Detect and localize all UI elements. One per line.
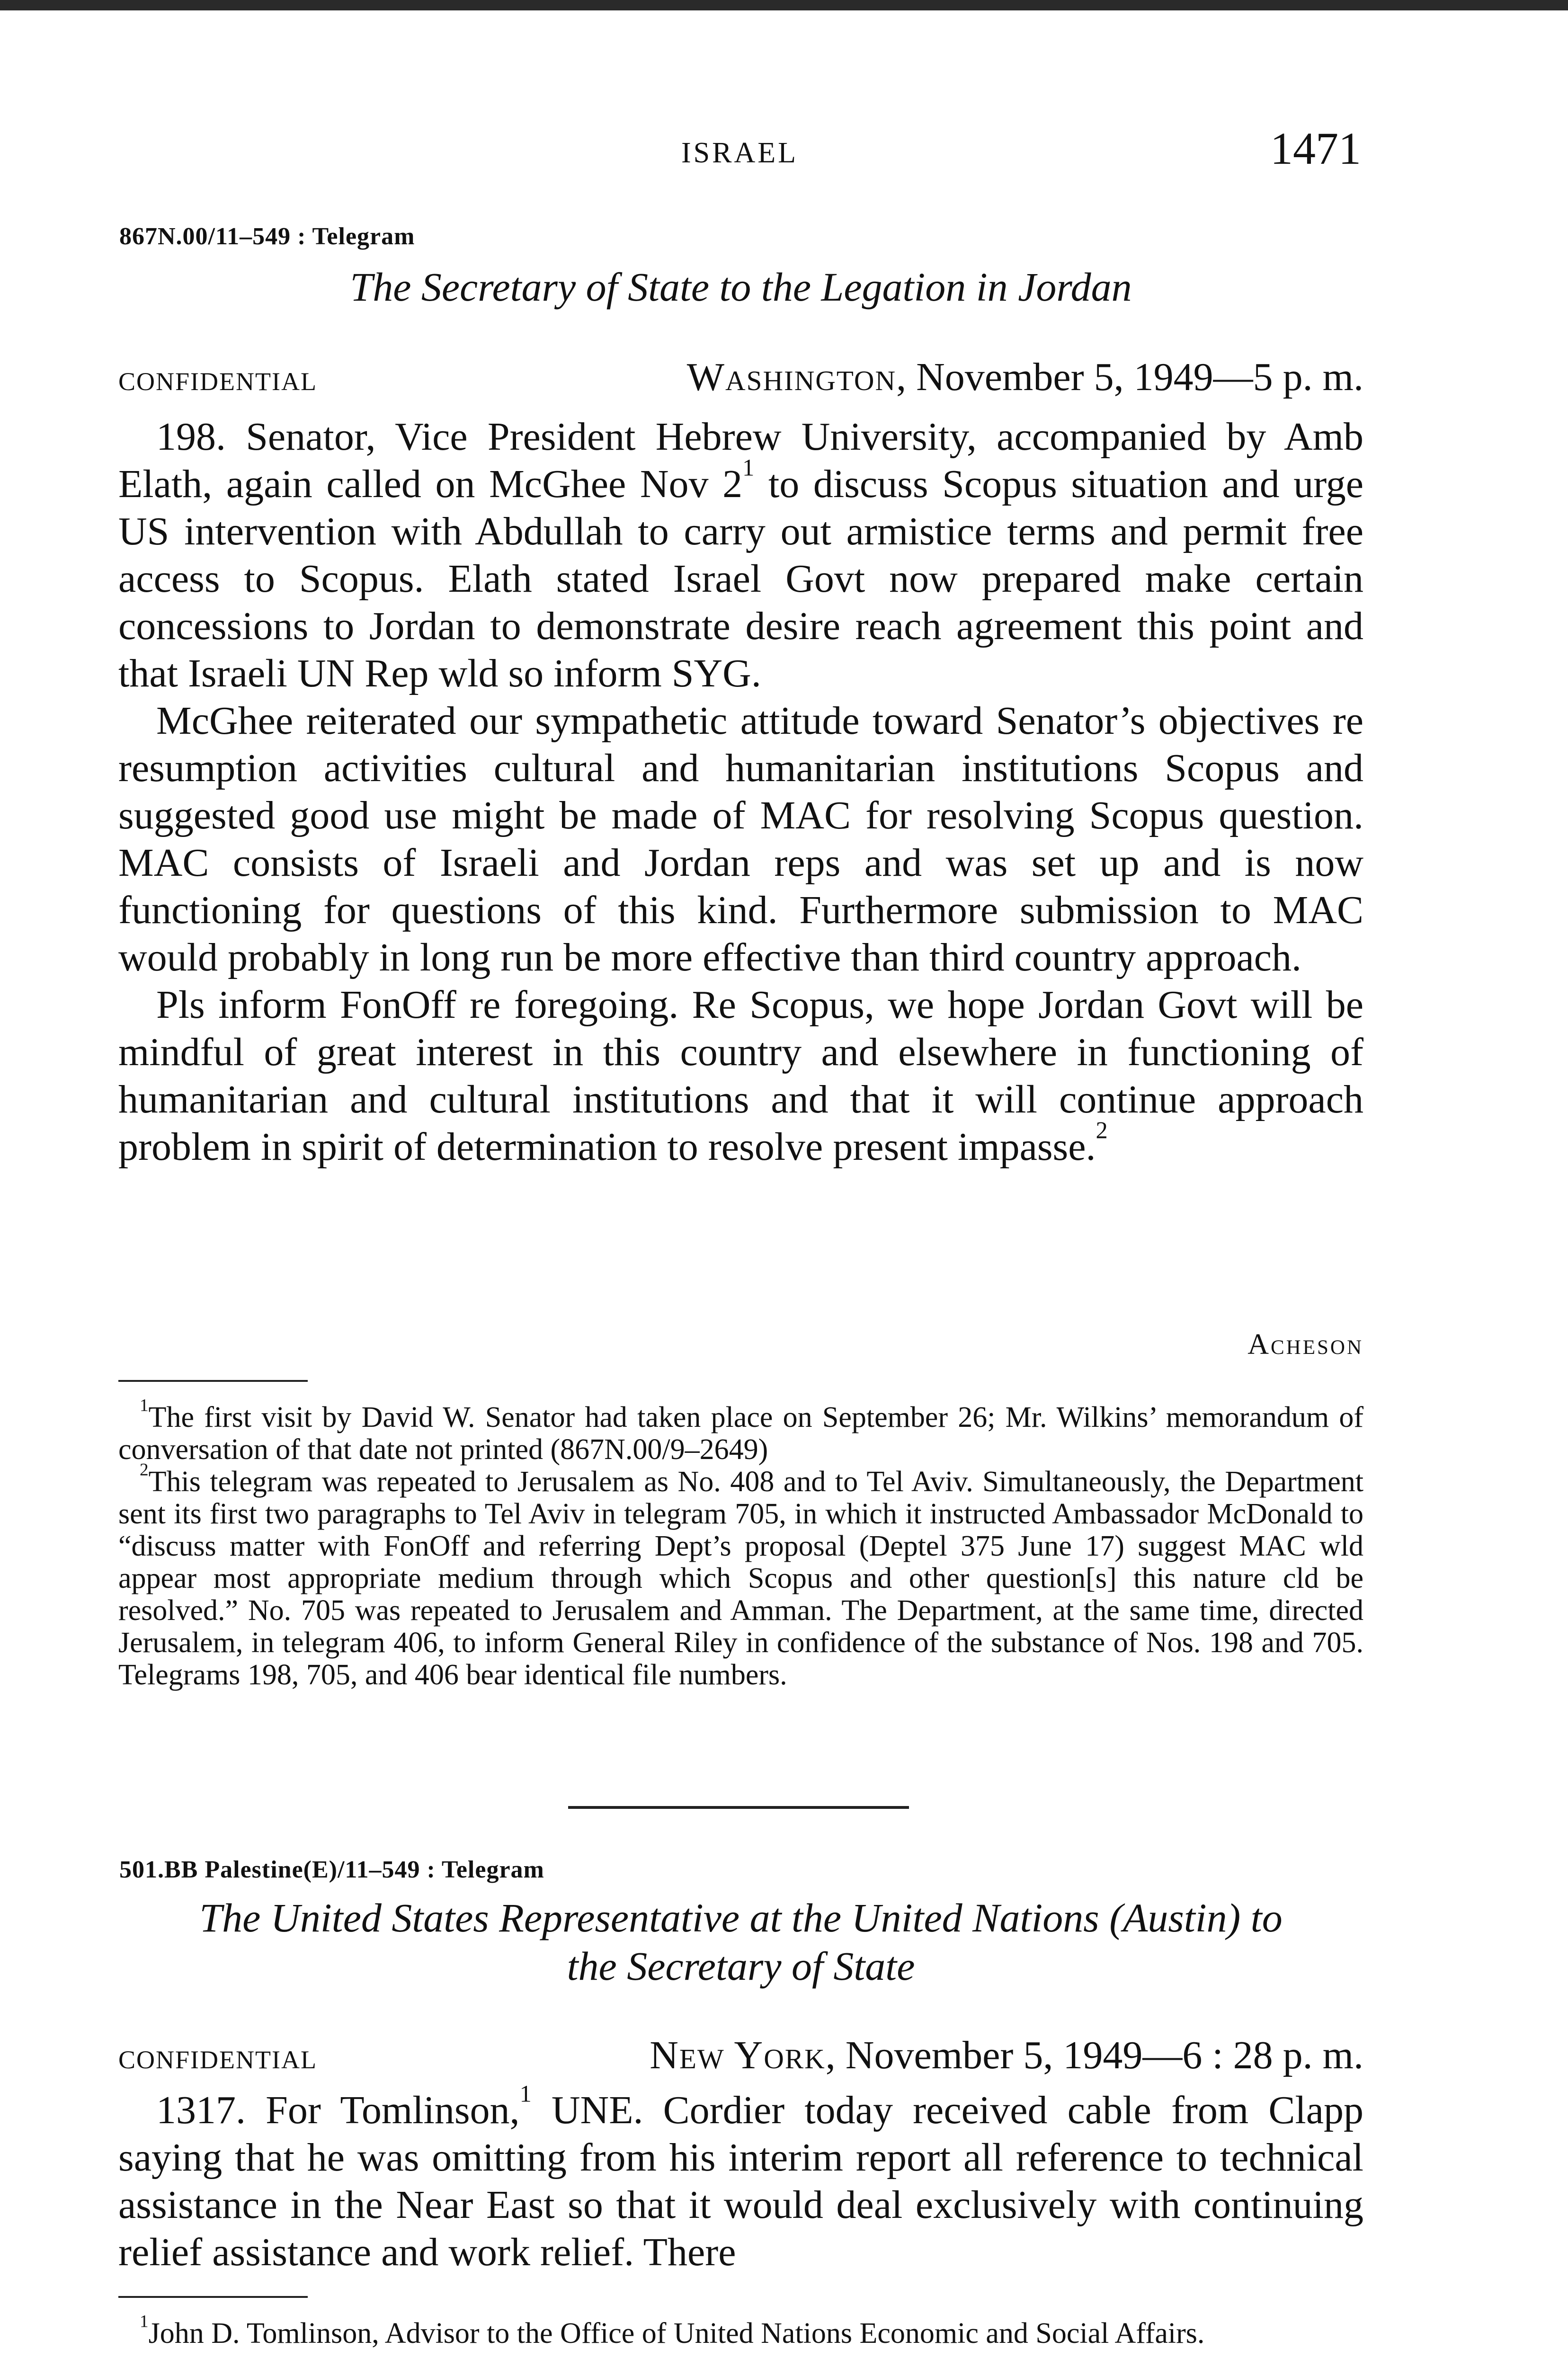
doc1-paragraph-2: McGhee reiterated our sympathetic attitude toward Senator’s objectives re resumption activities cultural and humanitarian institutions Scopus and suggested good use might be made of MAC for resolving Scopus question. MAC consists of Israeli and Jordan reps and was set up and is now functioning for questions of this kind. Furthermore submission to MAC would probably in long run be more effective than third country approach. [118, 699, 1363, 979]
page-number: 1471 [1270, 123, 1361, 174]
doc1-footnote-2 [118, 1460, 1363, 1691]
doc1-paragraph-3-text: Pls inform FonOff re foregoing. Re Scopus, we hope Jordan Govt will be mindful of great interest in this country and elsewhere in functioning of humanitarian and cultural institutions and that it will continue approach problem in spirit of determination to resolve present impasse. [118, 983, 1363, 1169]
doc1-body [118, 413, 1363, 1171]
doc2-body [118, 2080, 1363, 2276]
doc1-footnote-2-text: This telegram was repeated to Jerusalem as No. 408 and to Tel Aviv. Simultaneously, the Department sent its first two paragraphs to Tel Aviv in telegram 705, in which it instructed Ambassador McDonald to “discuss matter with FonOff and referring Dept’s proposal (Deptel 375 June 17) suggest MAC wld appear most appropriate medium through which Scopus and other question[s] this nature cld be resolved.” No. 705 was repeated to Jerusalem and Amman. The Department, at the same time, directed Jerusalem, in telegram 406, to inform General Riley in confidence of the substance of Nos. 198 and 705. Telegrams 198, 705, and 406 bear identical file numbers. [118, 1466, 1363, 1691]
doc1-footnote-2-mark: 2 [140, 1460, 149, 1480]
doc2-date-value: , November 5, 1949—6 : 28 p. m. [825, 2033, 1363, 2077]
doc1-paragraph-1-text-b: to discuss Scopus situation and urge US intervention with Abdullah to carry out armistice terms and permit free access to Scopus. Elath stated Israel Govt now prepared make certain concessions to Jordan to demonstrate desire reach agreement this point and that Israeli UN Rep wld so inform SYG. [118, 462, 1364, 695]
doc1-paragraph-3 [118, 981, 1363, 1171]
doc1-paragraph-1 [118, 413, 1363, 697]
doc2-footnote-1-text: John D. Tomlinson, Advisor to the Office of United Nations Economic and Social Affairs. [148, 2317, 1205, 2349]
doc2-classification: CONFIDENTIAL [118, 2046, 317, 2074]
top-border [0, 0, 1568, 10]
doc2-title-line-2: the Secretary of State [567, 1943, 915, 1989]
doc1-signature: Acheson [1247, 1328, 1363, 1361]
doc1-footnote-1 [118, 1396, 1363, 1466]
doc1-date-value: , November 5, 1949—5 p. m. [896, 355, 1363, 399]
doc1-footnote-1-text: The first visit by David W. Senator had taken place on September 26; Mr. Wilkins’ memorandum of conversation of that date not printed (867N.00/9–2649) [118, 1401, 1363, 1466]
doc1-place: Washington [686, 355, 897, 399]
doc2-title-line-1: The United States Representative at the United Nations (Austin) to [199, 1895, 1283, 1940]
doc2-date [650, 2032, 1363, 2078]
doc2-file-reference: 501.BB Palestine(E)/11–549 : Telegram [119, 1856, 544, 1883]
doc1-footnotes [118, 1396, 1363, 1691]
doc1-file-reference: 867N.00/11–549 : Telegram [119, 223, 415, 250]
doc2-place: New York [650, 2033, 826, 2077]
footnote-ref-1: 1 [742, 454, 755, 481]
doc1-dateline [118, 353, 1363, 400]
doc2-footnote-1 [118, 2312, 1363, 2349]
doc2-footnote-1-mark: 1 [140, 2312, 149, 2331]
doc2-footnote-ref-1: 1 [519, 2080, 532, 2107]
doc2-footnote-rule [118, 2296, 308, 2298]
footnote-ref-2: 2 [1096, 1117, 1108, 1144]
running-title: ISRAEL [681, 137, 798, 169]
doc1-title: The Secretary of State to the Legation in Jordan [350, 264, 1132, 310]
doc2-paragraph-1-text-b: UNE. Cordier today received cable from Clapp saying that he was omitting from his interim report all reference to technical assistance in the Near East so that it would deal exclusively with continuing relief assistance and work relief. There [118, 2088, 1363, 2274]
doc1-footnote-1-mark: 1 [140, 1396, 149, 1415]
doc2-paragraph-1 [118, 2080, 1363, 2276]
doc1-paragraph-1-text-a: 198. Senator, Vice President Hebrew University, accompanied by Amb Elath, again called on McGhee Nov 2 [118, 415, 1363, 506]
running-header [118, 122, 1361, 174]
doc1-classification: CONFIDENTIAL [118, 367, 317, 396]
doc1-footnote-rule [118, 1380, 308, 1382]
doc2-dateline [118, 2031, 1363, 2078]
doc2-footnotes [118, 2312, 1363, 2349]
doc2-title [118, 1894, 1363, 1990]
doc1-date [687, 354, 1363, 400]
doc2-paragraph-1-text-a: 1317. For Tomlinson, [156, 2088, 520, 2132]
document-separator [568, 1806, 909, 1809]
